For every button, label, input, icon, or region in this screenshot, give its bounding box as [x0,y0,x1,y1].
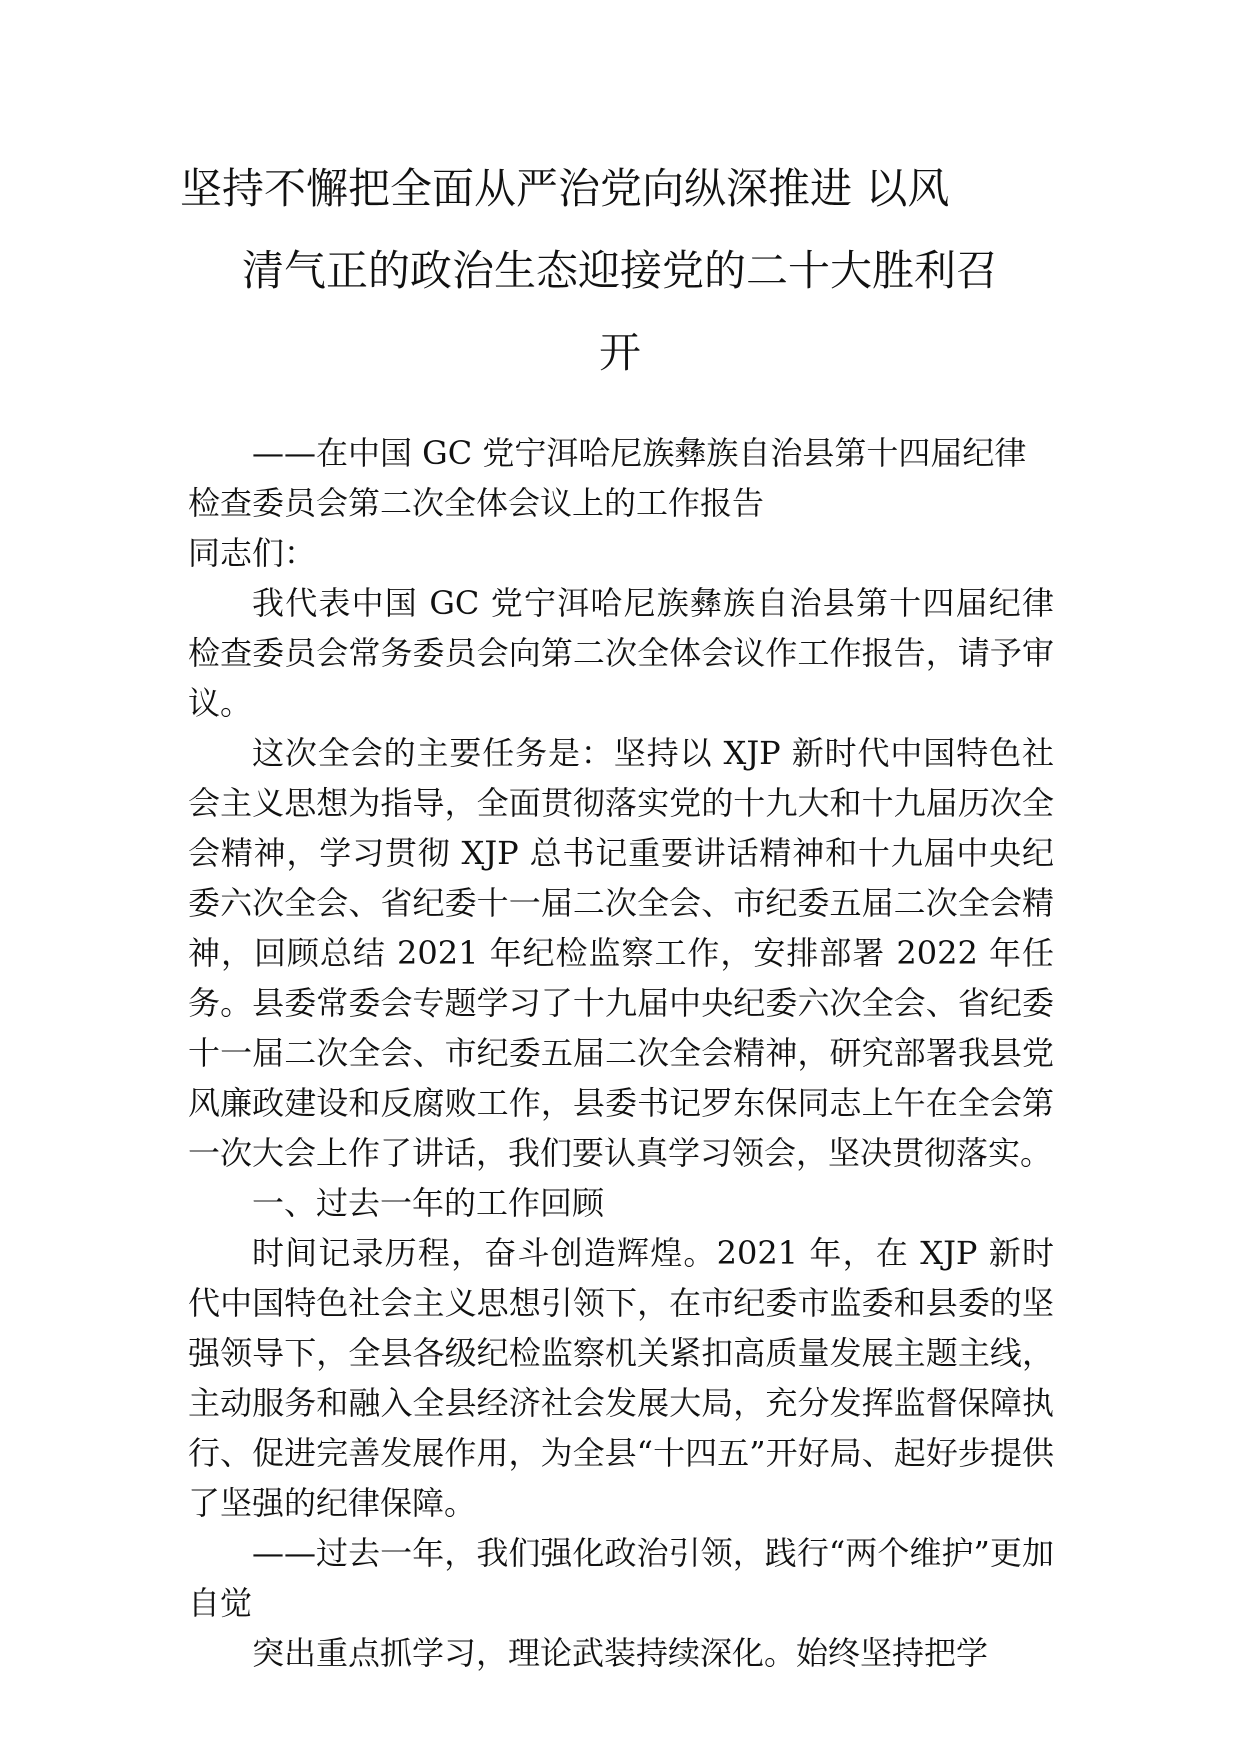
paragraph-review: 时间记录历程，奋斗创造辉煌。2021 年，在 XJP 新时代中国特色社会主义思想引领下，在市纪委市监委和县委的坚强领导下，全县各级纪检监察机关紧扣高质量发展主题主线，主动服务和融入全县经济社会发展大局，充分发挥监督保障执行、促进完善发展作用，为全县“十四五”开好局、起好步提供了坚强的纪律保障。 [188,1234,1054,1522]
salutation: 同志们： [188,534,317,572]
paragraph-study: 突出重点抓学习，理论武装持续深化。始终坚持把学 [252,1634,989,1672]
section-heading-1: 一、过去一年的工作回顾 [252,1184,605,1222]
title-line-2: 清气正的政治生态迎接党的二十大胜利召 [241,246,998,295]
document-body [188,428,1054,1678]
report-subtitle: ——在中国 GC 党宁洱哈尼族彝族自治县第十四届纪律检查委员会第二次全体会议上的工作报告 [188,434,1027,522]
title-line-1: 坚持不懈把全面从严治党向纵深推进 以风 [180,164,950,213]
document-title [180,164,1060,414]
paragraph-main-tasks: 这次全会的主要任务是：坚持以 XJP 新时代中国特色社会主义思想为指导，全面贯彻落实党的十九大和十九届历次全会精神，学习贯彻 XJP 总书记重要讲话精神和十九届中央纪委六次全会、省纪委十一届二次全会、市纪委五届二次全会精神，回顾总结 2021 年纪检监察工作，安排部署 2022 年任务。县委常委会专题学习了十九届中央纪委六次全会、省纪委十一届二次全会、市纪委五届二次全会精神，研究部署我县党风廉政建设和反腐败工作，县委书记罗东保同志上午在全会第一次大会上作了讲话，我们要认真学习领会，坚决贯彻落实。 [188,734,1054,1172]
paragraph-intro: 我代表中国 GC 党宁洱哈尼族彝族自治县第十四届纪律检查委员会常务委员会向第二次全体会议作工作报告，请予审议。 [188,584,1054,722]
sub-heading-political-guidance: ——过去一年，我们强化政治引领，践行“两个维护”更加自觉 [188,1534,1054,1622]
title-line-3: 开 [598,328,641,377]
